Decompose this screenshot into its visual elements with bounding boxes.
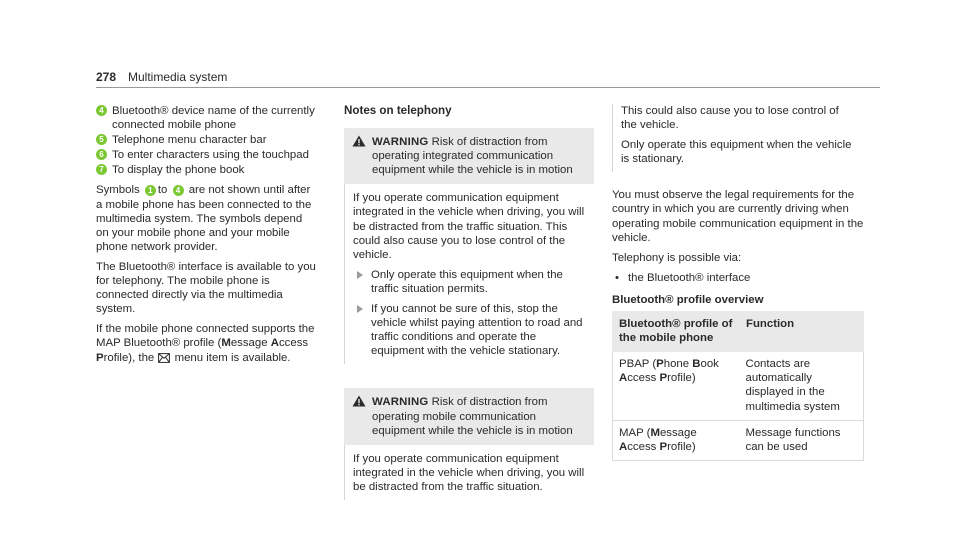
warning-header [344, 128, 594, 184]
text: PBAP ( [619, 358, 657, 371]
table-header-row [613, 312, 864, 352]
text: essage [230, 337, 271, 350]
warning-text: Risk of distraction from operating integrated communication equipment while the vehicle is in motion [372, 136, 573, 177]
text: essage [659, 426, 697, 439]
section-heading: Notes on telephony [344, 104, 452, 117]
text: ook [700, 358, 719, 371]
bullet-item: • the Bluetooth® interface [612, 271, 866, 285]
text: M [650, 426, 660, 439]
envelope-icon [158, 353, 170, 367]
page-number: 278 [96, 70, 117, 84]
text: menu item is available. [174, 351, 291, 364]
warning-body-text: If you operate communication equipment integrated in the vehicle when driving, you will be distracted from the traffic situation. This could also cause you to lose control of the vehicle. [353, 192, 585, 261]
table-header: Function [740, 312, 864, 352]
table-row [613, 420, 864, 460]
text: ccess [278, 337, 309, 350]
legend-item-4 [96, 104, 316, 132]
number-4-icon: 4 [96, 105, 107, 116]
header-rule [96, 87, 880, 88]
legend-item-7 [96, 163, 316, 177]
text: B [692, 358, 701, 371]
warning-body [344, 184, 594, 364]
text: MAP ( [619, 426, 651, 439]
table-header: Bluetooth® profile of the mobile phone [613, 312, 740, 352]
text: rofile), the [103, 351, 155, 364]
number-7-icon: 7 [96, 164, 107, 175]
step-2 [353, 302, 586, 358]
text: M [221, 337, 231, 350]
text: P [96, 351, 104, 364]
text: are not shown until after a mobile phone has been connected to the multimedia system. The symbols depend on your mobile phone and your mobile phone network provider. [96, 184, 312, 253]
warning-box-2 [344, 388, 594, 500]
step-1 [353, 268, 586, 296]
map-paragraph [96, 322, 316, 366]
table-row [613, 352, 864, 420]
legend-item-5 [96, 133, 316, 147]
legend-text: Bluetooth® device name of the currently connected mobile phone [112, 105, 315, 132]
text: Symbols [96, 184, 140, 197]
text: P [659, 372, 668, 385]
warning-box-1 [344, 128, 594, 364]
text: to [157, 184, 168, 197]
text: A [619, 372, 628, 385]
number-6-icon: 6 [96, 149, 107, 160]
text: ccess [627, 372, 660, 385]
table-cell [613, 420, 740, 460]
interface-paragraph: The Bluetooth® interface is available to you for telephony. The mobile phone is connected directly via the multimedia system. [96, 260, 316, 316]
step-text: If you cannot be sure of this, stop the vehicle whilst paying attention to road and traffic conditions and operate the equipment with the vehicle stationary. [371, 303, 583, 358]
warning-header [344, 388, 594, 444]
warning-triangle-icon [352, 135, 366, 151]
number-5-icon: 5 [96, 134, 107, 145]
column-3 [612, 104, 866, 461]
text: ccess [627, 440, 660, 453]
warning-body-text: If you operate communication equipment integrated in the vehicle when driving, you will be distracted from the traffic situation. [353, 452, 585, 493]
page-title: Multimedia system [128, 70, 228, 84]
possible-via: Telephony is possible via: [612, 251, 742, 264]
table-cell: Message functions can be used [740, 420, 864, 460]
warning-body [344, 445, 594, 500]
symbols-paragraph [96, 183, 316, 253]
warning-continuation [612, 104, 863, 172]
table-cell: Contacts are automatically displayed in the multimedia system [740, 352, 864, 420]
text: A [619, 440, 628, 453]
legal-paragraph: You must observe the legal requirements for the country in which you are currently driving when operating mobile communication equipment in the vehicle. [612, 189, 864, 244]
warning-triangle-icon [352, 395, 366, 411]
number-1-icon: 1 [145, 185, 156, 196]
overview-heading: Bluetooth® profile overview [612, 293, 764, 306]
text: hone [663, 358, 693, 371]
warning-text: Risk of distraction from operating mobile communication equipment while the vehicle is in motion [372, 396, 573, 437]
legend-text: To display the phone book [112, 164, 245, 177]
step-text: Only operate this equipment when the traffic situation permits. [371, 268, 563, 295]
legend-text: Telephone menu character bar [112, 134, 267, 147]
profile-table [612, 311, 864, 461]
text: rofile) [667, 440, 696, 453]
warning-label: WARNING [372, 396, 429, 409]
warning-continued-text: This could also cause you to lose control of the vehicle. [621, 105, 839, 132]
column-2 [344, 104, 594, 518]
legend-item-6 [96, 148, 316, 162]
text: P [659, 440, 668, 453]
legend-text: To enter characters using the touchpad [112, 149, 309, 162]
text: If the mobile phone connected supports the MAP Bluetooth® profile ( [96, 323, 315, 350]
triangle-arrow-icon [357, 305, 363, 313]
text: A [270, 337, 279, 350]
triangle-arrow-icon [357, 271, 363, 279]
warning-label: WARNING [372, 136, 429, 149]
warning-continued-text: Only operate this equipment when the vehicle is stationary. [621, 139, 852, 166]
number-4-icon: 4 [173, 185, 184, 196]
table-cell [613, 352, 740, 420]
text: rofile) [667, 372, 696, 385]
column-1 [96, 104, 316, 373]
text: P [656, 358, 664, 371]
